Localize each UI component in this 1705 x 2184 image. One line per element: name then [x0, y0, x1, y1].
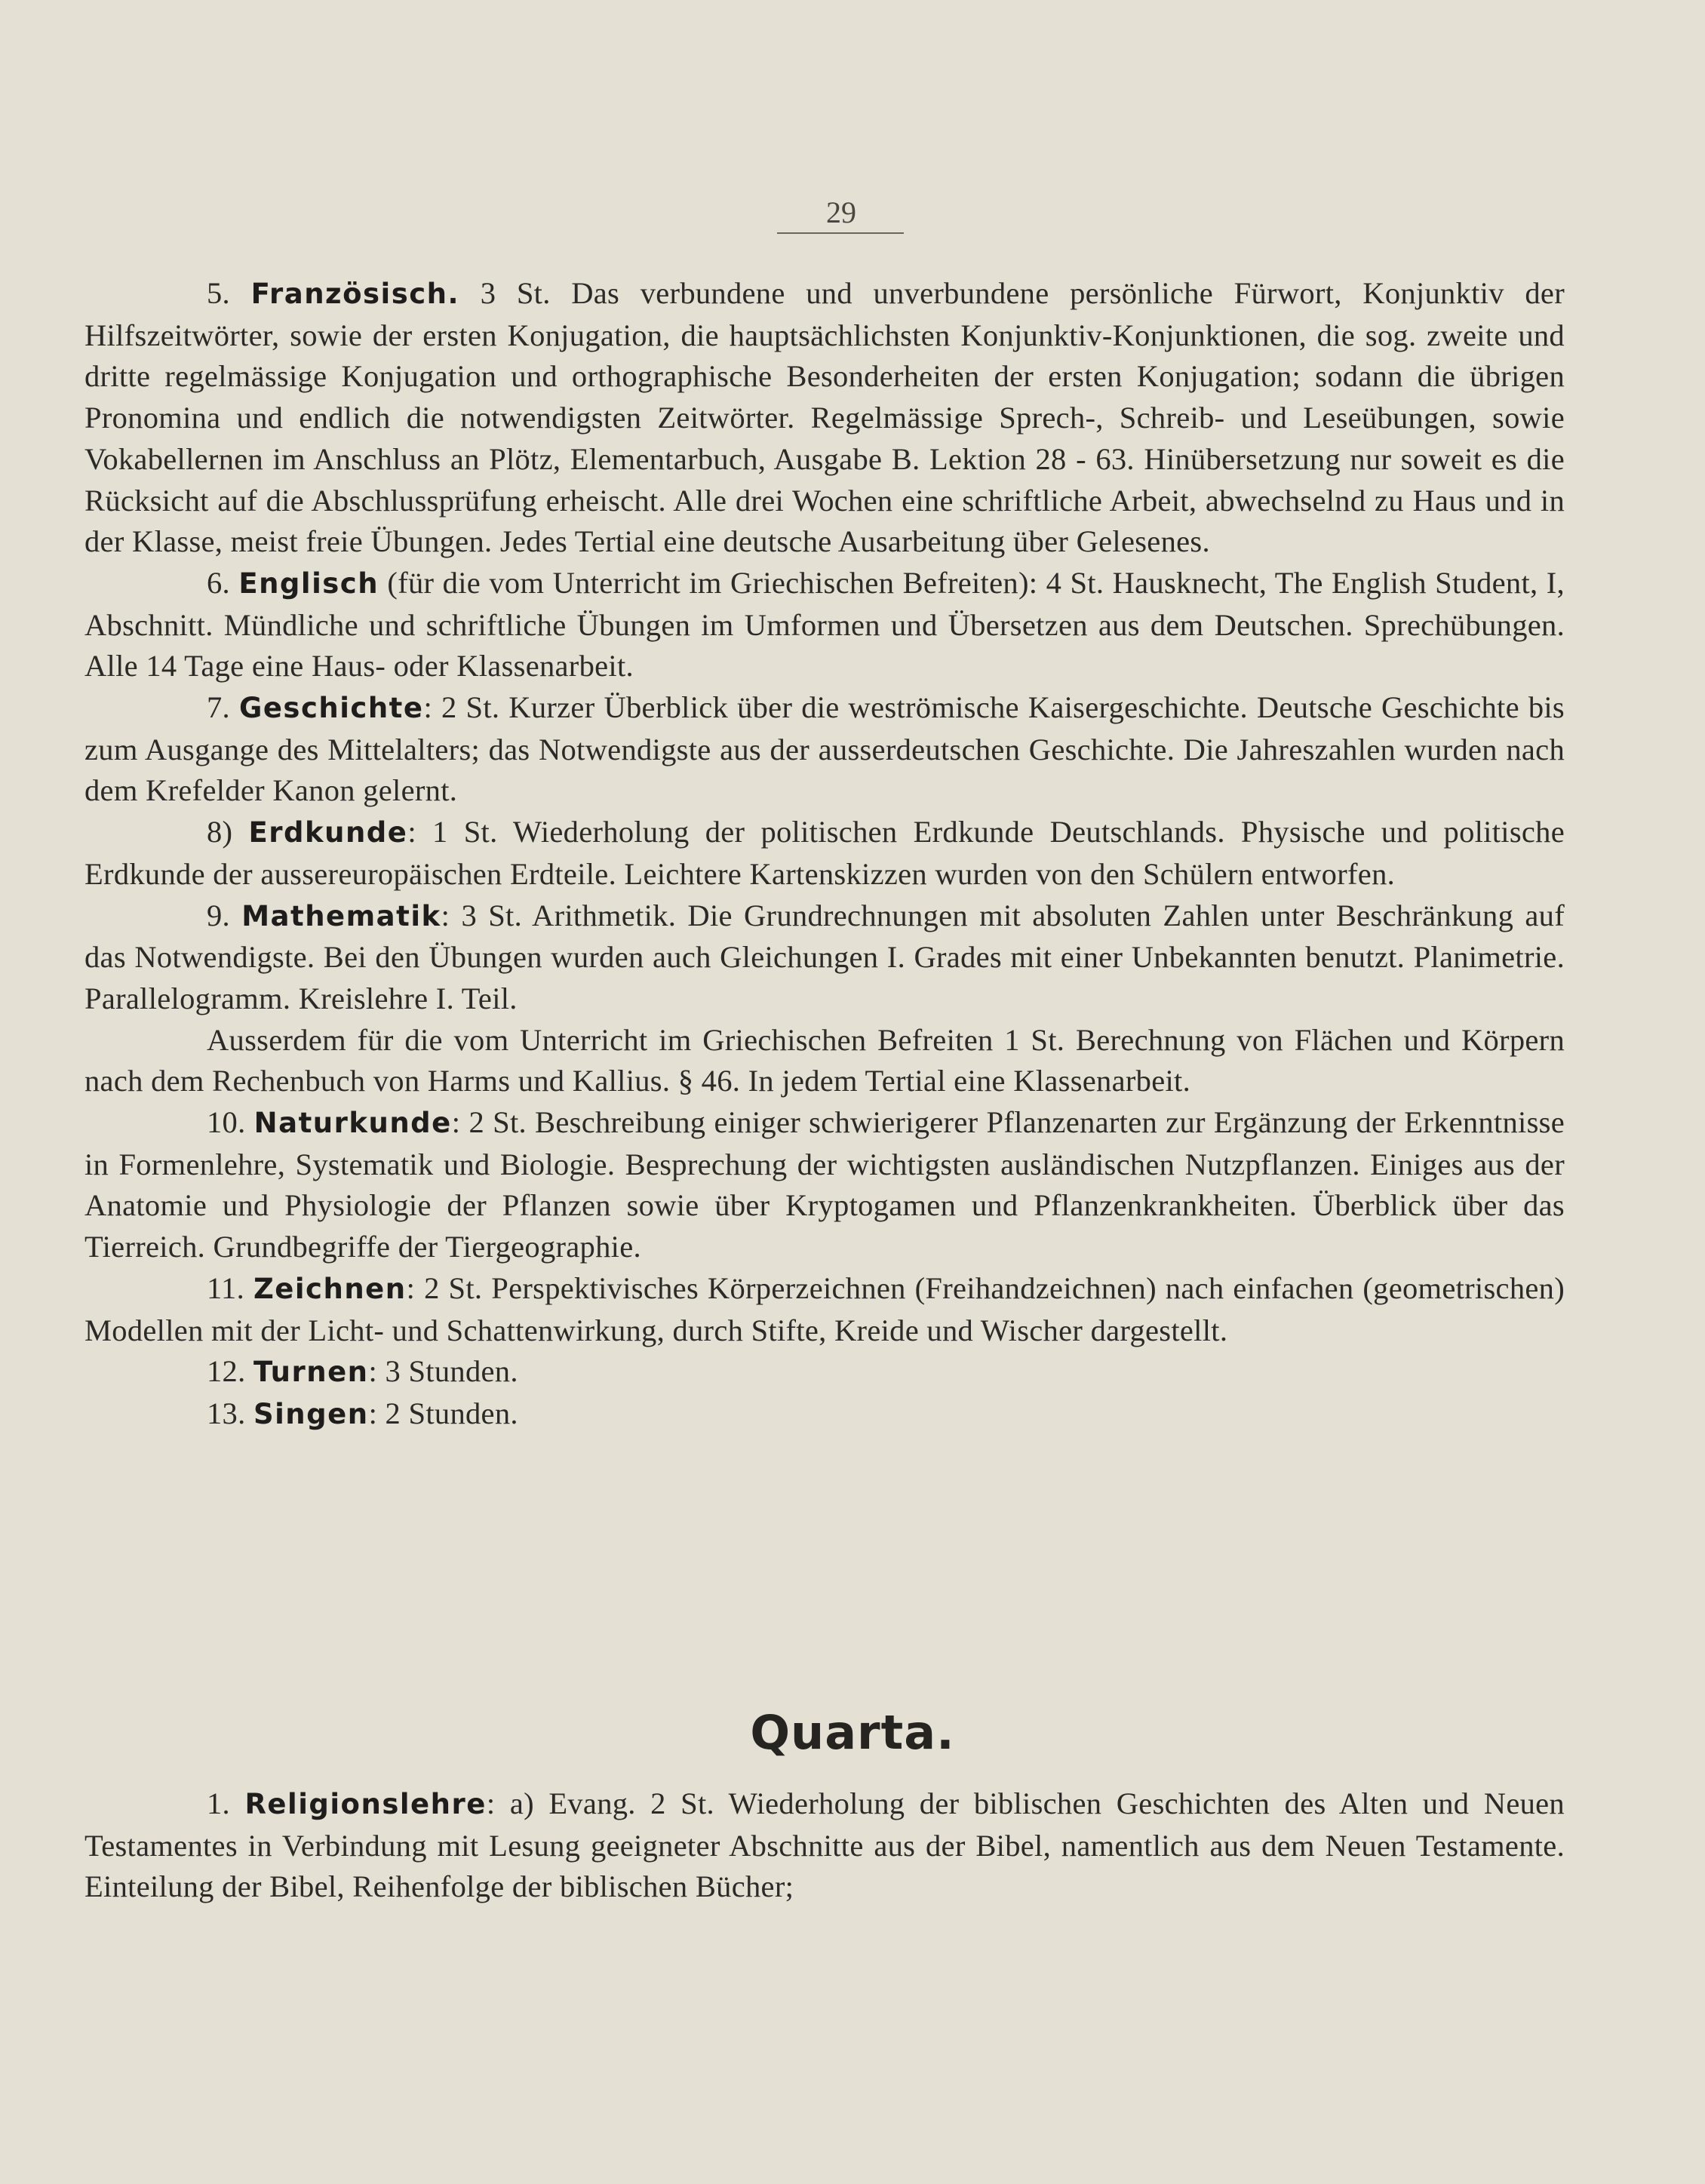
page-number: 29	[826, 195, 856, 229]
subject-separator	[379, 566, 387, 600]
paragraph-text: Ausserdem für die vom Unterricht im Griechischen Befreiten 1 St. Berechnung von Flächen und Körpern nach dem Rechenbuch von Harms und Kallius. § 46. In jedem Tertial eine Klassenarbeit.	[84, 1022, 1565, 1098]
paragraph-text: 3 Stunden.	[385, 1354, 518, 1389]
paragraph-text: 3 St. Arithmetik. Die Grundrechnungen mit absoluten Zahlen unter Beschränkung auf das Notwendigste. Bei den Übungen wurden auch Gleichungen I. Grades mit einer Unbekannten benutzt. Planimetrie. Parallelogramm. Kreislehre I. Teil.	[84, 898, 1565, 1015]
lesson-plan-list	[84, 273, 1565, 1436]
subject-heading: Englisch	[238, 567, 379, 600]
item-number: 12.	[207, 1354, 246, 1389]
paragraph-text: 2 St. Beschreibung einiger schwierigerer Pflanzenarten zur Ergänzung der Erkenntnisse in Formenlehre, Systematik und Biologie. Besprechung der wichtigsten ausländischen Nutzpflanzen. Einiges aus der Anatomie und Physiologie der Pflanzen sowie über Kryptogamen und Pflanzenkrankheiten. Überblick über das Tierreich. Grundbegriffe der Tiergeographie.	[84, 1105, 1565, 1264]
paragraph-text: 2 St. Kurzer Überblick über die weströmische Kaisergeschichte. Deutsche Geschichte bis zum Ausgange des Mittelalters; das Notwendigste aus der ausserdeutschen Geschichte. Die Jahreszahlen wurden nach dem Krefelder Kanon gelernt.	[84, 690, 1565, 808]
paragraph-text: 1 St. Wiederholung der politischen Erdkunde Deutschlands. Physische und politische Erdkunde der aussereuropäischen Erdteile. Leichtere Kartenskizzen wurden von den Schülern entworfen.	[84, 815, 1565, 891]
subject-heading: Geschichte	[238, 692, 424, 725]
subject-heading: Turnen	[253, 1356, 369, 1389]
item-number: 5.	[207, 276, 230, 310]
paragraph-geschichte	[84, 687, 1565, 812]
paragraph-mathematik	[84, 895, 1565, 1020]
paragraph-englisch	[84, 563, 1565, 687]
quarta-lesson-list	[84, 1783, 1565, 1908]
paragraph-naturkunde	[84, 1102, 1565, 1268]
page-number-rule	[777, 232, 904, 234]
item-number: 1.	[207, 1786, 230, 1820]
subject-heading: Singen	[253, 1397, 369, 1430]
subject-heading: Erdkunde	[248, 816, 408, 849]
item-number: 6.	[207, 565, 230, 600]
item-number: 10.	[207, 1105, 246, 1140]
subject-heading: Naturkunde	[253, 1107, 452, 1140]
item-number: 7.	[207, 690, 230, 725]
subject-separator: :	[406, 1270, 425, 1305]
subject-separator: :	[451, 1105, 469, 1140]
item-number: 11.	[207, 1270, 245, 1305]
paragraph-religionslehre	[84, 1783, 1565, 1908]
subject-separator: :	[441, 898, 462, 932]
section-title-quarta: Quarta.	[750, 1705, 955, 1760]
subject-separator: :	[368, 1354, 386, 1389]
subject-heading: Französisch.	[250, 278, 460, 310]
paragraph-text: a) Evang. 2 St. Wiederholung der biblischen Geschichten des Alten und Neuen Testamentes in Verbindung mit Lesung geeigneter Abschnitte aus der Bibel, namentlich aus dem Neuen Testamente. Einteilung der Bibel, Reihenfolge der biblischen Bücher;	[84, 1786, 1565, 1904]
paragraph-erdkunde	[84, 812, 1565, 895]
subject-separator: :	[423, 690, 441, 725]
subject-separator: :	[407, 815, 433, 849]
paragraph-text: (für die vom Unterricht im Griechischen Befreiten): 4 St. Hausknecht, The English Student, I, Abschnitt. Mündliche und schriftliche Übungen im Umformen und Übersetzen aus dem Deutschen. Sprechübungen. Alle 14 Tage eine Haus- oder Klassenarbeit.	[84, 565, 1565, 683]
paragraph-mathematik-extra	[84, 1020, 1565, 1102]
paragraph-text: 2 Stunden.	[385, 1396, 518, 1430]
item-number: 9.	[207, 898, 230, 932]
paragraph-turnen	[84, 1351, 1565, 1393]
subject-separator	[459, 276, 481, 310]
subject-separator: :	[368, 1396, 386, 1430]
subject-heading: Zeichnen	[253, 1272, 407, 1305]
subject-heading: Mathematik	[241, 899, 441, 932]
paragraph-text: 2 St. Perspektivisches Körperzeichnen (Freihandzeichnen) nach einfachen (geometrischen) Modellen mit der Licht- und Schattenwirkung, durch Stifte, Kreide und Wischer dargestellt.	[84, 1270, 1565, 1347]
paragraph-singen	[84, 1393, 1565, 1436]
paragraph-franzoesisch	[84, 273, 1565, 563]
item-number: 13.	[207, 1396, 246, 1430]
subject-separator: :	[486, 1786, 510, 1820]
paragraph-text: 3 St. Das verbundene und unverbundene persönliche Fürwort, Konjunktiv der Hilfszeitwörter, sowie der ersten Konjugation, die hauptsächlichsten Konjunktiv-Konjunktionen, die sog. zweite und dritte regelmässige Konjugation und orthographische Besonderheiten der ersten Konjugation; sodann die übrigen Pronomina und endlich die notwendigsten Zeitwörter. Regelmässige Sprech-, Schreib- und Leseübungen, sowie Vokabellernen im Anschluss an Plötz, Elementarbuch, Ausgabe B. Lektion 28 - 63. Hinübersetzung nur soweit es die Rücksicht auf die Abschlussprüfung erheischt. Alle drei Wochen eine schriftliche Arbeit, abwechselnd zu Haus und in der Klasse, meist freie Übungen. Jedes Tertial eine deutsche Ausarbeitung über Gelesenes.	[84, 276, 1565, 559]
subject-heading: Religionslehre	[244, 1788, 487, 1820]
paragraph-zeichnen	[84, 1268, 1565, 1351]
item-number: 8)	[207, 815, 233, 849]
